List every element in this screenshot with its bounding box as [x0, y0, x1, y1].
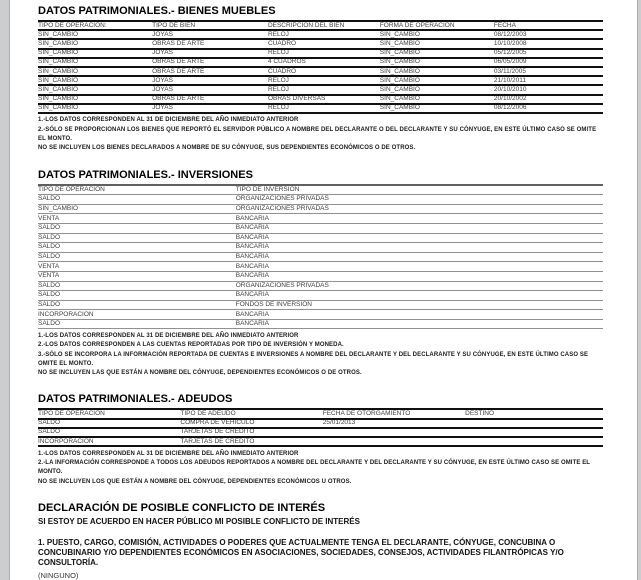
- table-cell: BANCARIA: [235, 272, 269, 280]
- table-cell: SALDO: [38, 428, 61, 436]
- table-cell: 08/12/2006: [493, 104, 527, 112]
- table-row: [38, 420, 603, 429]
- table-cell: SIN_CAMBIO: [379, 95, 420, 103]
- table-row: [38, 272, 603, 282]
- document-page: [10, 0, 637, 580]
- table-cell: SALDO: [38, 233, 61, 241]
- footnote: 1.-LOS DATOS CORRESPONDEN AL 31 DE DICIEMBRE DEL AÑO INMEDIATO ANTERIOR: [38, 117, 299, 124]
- table-row: [38, 253, 603, 263]
- table-cell: SALDO: [38, 224, 61, 232]
- table-cell: SIN_CAMBIO: [38, 49, 79, 57]
- table-row: [38, 262, 603, 272]
- table-cell: 03/11/2005: [493, 67, 526, 75]
- table-cell: RELOJ: [267, 77, 289, 84]
- table-cell: BANCARIA: [235, 253, 269, 261]
- table-cell: SALDO: [38, 320, 61, 328]
- table-cell: INCORPORACION: [38, 438, 94, 445]
- conflicto-title: DECLARACIÓN DE POSIBLE CONFLICTO DE INTERÉS: [38, 501, 326, 514]
- table-cell: VENTA: [38, 272, 60, 280]
- table-row: [38, 77, 603, 86]
- table-cell: BANCARIA: [235, 233, 269, 241]
- table-header-row: [38, 22, 603, 31]
- table-cell: SIN_CAMBIO: [38, 40, 79, 47]
- column-header: TIPO DE BIEN: [152, 22, 196, 29]
- table-cell: JOYAS: [152, 86, 173, 93]
- table-cell: SIN_CAMBIO: [379, 49, 420, 57]
- page-margin-right: [637, 0, 641, 580]
- table-cell: TARJETAS DE CREDITO: [180, 428, 255, 436]
- table-cell: 20/10/2002: [493, 95, 527, 103]
- table-cell: SIN_CAMBIO: [38, 77, 79, 84]
- table-row: [38, 195, 603, 205]
- column-header: FORMA DE OPERACIÓN: [379, 22, 455, 29]
- table-cell: RELOJ: [267, 104, 289, 112]
- table-cell: 08/12/2003: [493, 31, 527, 38]
- column-header: TIPO DE OPERACIÓN: [38, 185, 105, 193]
- section-bienes-muebles: [38, 5, 613, 154]
- table-cell: 25/01/2013: [322, 419, 356, 427]
- column-header: TIPO DE ADEUDO: [180, 410, 236, 418]
- table-cell: CUADRO: [267, 67, 297, 75]
- table-cell: SALDO: [38, 195, 61, 203]
- table-cell: BANCARIA: [235, 320, 269, 328]
- table-row: [38, 291, 603, 301]
- table-cell: OBRAS DE ARTE: [152, 40, 205, 47]
- table-cell: TARJETAS DE CREDITO: [180, 438, 255, 445]
- column-header: TIPO DE INVERSIÓN: [235, 185, 300, 193]
- table-cell: JOYAS: [152, 31, 173, 38]
- table-cell: OBRAS DE ARTE: [152, 95, 205, 103]
- table-cell: ORGANIZACIONES PRIVADAS: [235, 205, 329, 213]
- table-header-row: [38, 410, 603, 419]
- table-cell: SIN_CAMBIO: [38, 86, 79, 93]
- table-cell: SIN_CAMBIO: [379, 86, 420, 93]
- table-row: [38, 68, 603, 77]
- bienes-muebles-footnotes: [38, 116, 604, 153]
- table-cell: SIN_CAMBIO: [379, 40, 420, 47]
- table-cell: SIN_CAMBIO: [38, 104, 79, 112]
- table-row: [38, 50, 603, 59]
- column-header: DESTINO: [465, 410, 495, 418]
- table-cell: SALDO: [38, 419, 61, 427]
- column-header: TIPO DE OPERACIÓN: [38, 410, 105, 418]
- table-cell: SIN_CAMBIO: [38, 67, 79, 75]
- table-cell: 05/12/2005: [493, 49, 527, 57]
- table-cell: 21/10/2011: [493, 77, 526, 84]
- table-cell: 06/05/2009: [493, 58, 527, 66]
- table-cell: 10/10/2008: [493, 40, 527, 47]
- table-row: [38, 214, 603, 224]
- table-cell: SIN_CAMBIO: [38, 58, 79, 66]
- table-cell: OBRAS DIVERSAS: [267, 95, 326, 103]
- table-cell: SALDO: [38, 281, 61, 289]
- table-cell: INCORPORACION: [38, 310, 94, 318]
- column-header: FECHA: [493, 22, 516, 29]
- footnote: 2.-LOS DATOS CORRESPONDEN A LAS CUENTAS REPORTADAS POR TIPO DE INVERSIÓN Y MONEDA.: [38, 342, 344, 349]
- table-cell: SIN_CAMBIO: [379, 31, 420, 38]
- table-cell: 4 CUADROS: [267, 58, 306, 66]
- table-cell: BANCARIA: [235, 291, 269, 299]
- table-row: [38, 243, 603, 253]
- table-cell: BANCARIA: [235, 214, 269, 222]
- bienes-muebles-table: [38, 20, 603, 114]
- table-cell: VENTA: [38, 214, 60, 222]
- table-cell: SIN_CAMBIO: [379, 104, 420, 112]
- table-cell: SIN_CAMBIO: [379, 58, 420, 66]
- table-cell: 20/10/2010: [493, 86, 527, 93]
- table-row: [38, 59, 603, 68]
- adeudos-table: [38, 408, 603, 447]
- inversiones-footnotes: [38, 332, 604, 378]
- table-cell: BANCARIA: [235, 310, 269, 318]
- conflicto-item-1-value: (NINGUNO): [38, 570, 79, 580]
- footnote: NO SE INCLUYEN LAS QUE ESTÁN A NOMBRE DEL CÓNYUGE, DEPENDIENTES ECONÓMICOS O DE OTROS.: [38, 370, 362, 377]
- conflicto-subtitle: SI ESTOY DE ACUERDO EN HACER PÚBLICO MI POSIBLE CONFLICTO DE INTERÉS: [38, 516, 360, 526]
- inversiones-title: DATOS PATRIMONIALES.- INVERSIONES: [38, 168, 253, 181]
- table-row: [38, 310, 603, 320]
- table-cell: OBRAS DE ARTE: [152, 67, 205, 75]
- table-cell: SIN_CAMBIO: [38, 31, 79, 38]
- table-cell: RELOJ: [267, 49, 289, 57]
- table-cell: SIN_CAMBIO: [379, 77, 420, 84]
- footnote: 1.-LOS DATOS CORRESPONDEN AL 31 DE DICIEMBRE DEL AÑO INMEDIATO ANTERIOR: [38, 450, 299, 457]
- bienes-muebles-title: DATOS PATRIMONIALES.- BIENES MUEBLES: [38, 5, 276, 17]
- table-cell: ORGANIZACIONES PRIVADAS: [235, 281, 329, 289]
- footnote: NO SE INCLUYEN LOS BIENES DECLARADOS A NOMBRE DE SU CÓNYUGE, SUS DEPENDIENTES ECONÓMICOS O DE OTROS.: [38, 145, 416, 152]
- footnote: 3.-SÓLO SE INCORPORA LA INFORMACIÓN REPORTADA DE CUENTAS E INVERSIONES A NOMBRE DEL DECLARANTE Y DEL DECLARANTE Y SU CÓNYUGE, EN ESTE ÚLTIMO CASO SE OMITE EL MONTO.: [38, 351, 589, 367]
- section-conflicto-interes: [38, 502, 613, 580]
- conflicto-item-1: 1. PUESTO, CARGO, COMISIÓN, ACTIVIDADES O PODERES QUE ACTUALMENTE TENGA EL DECLARANTE, CÓNYUGE, CONCUBINA O CONCUBINARIO Y/O DEPENDIENTES ECONÓMICOS EN ASOCIACIONES, SOCIEDADES, CONSEJOS, ACTIVIDADES FILANTRÓPICAS Y/O CONSULTORÍA.: [38, 537, 564, 567]
- table-row: [38, 96, 603, 105]
- table-cell: SALDO: [38, 243, 61, 251]
- table-row: [38, 86, 603, 95]
- table-row: [38, 31, 603, 40]
- table-row: [38, 205, 603, 215]
- column-header: FECHA DE OTORGAMIENTO: [322, 410, 411, 418]
- footnote: 1.-LOS DATOS CORRESPONDEN AL 31 DE DICIEMBRE DEL AÑO INMEDIATO ANTERIOR: [38, 332, 299, 339]
- table-cell: BANCARIA: [235, 262, 269, 270]
- table-cell: JOYAS: [152, 77, 173, 84]
- table-cell: RELOJ: [267, 86, 289, 93]
- page-margin-left: [0, 0, 10, 580]
- table-cell: SIN_CAMBIO: [379, 67, 420, 75]
- footnote: NO SE INCLUYEN LOS QUE ESTÁN A NOMBRE DEL CÓNYUGE, DEPENDIENTES ECONÓMICOS U OTROS.: [38, 478, 352, 485]
- table-cell: SALDO: [38, 291, 61, 299]
- table-row: [38, 234, 603, 244]
- table-row: [38, 105, 603, 114]
- table-cell: CUADRO: [267, 40, 297, 47]
- table-row: [38, 429, 603, 438]
- adeudos-title: DATOS PATRIMONIALES.- ADEUDOS: [38, 393, 233, 406]
- table-row: [38, 40, 603, 49]
- table-cell: COMPRA DE VEHICULO: [180, 419, 255, 427]
- table-cell: BANCARIA: [235, 224, 269, 232]
- table-cell: ORGANIZACIONES PRIVADAS: [235, 195, 329, 203]
- table-row: [38, 282, 603, 292]
- adeudos-footnotes: [38, 450, 604, 487]
- column-header: TIPO DE OPERACIÓN:: [38, 22, 107, 29]
- table-cell: JOYAS: [152, 49, 173, 57]
- table-cell: JOYAS: [152, 104, 173, 112]
- table-row: [38, 438, 603, 447]
- table-cell: FONDOS DE INVERSION: [235, 300, 312, 308]
- table-cell: SIN_CAMBIO: [38, 95, 79, 103]
- footnote: 2.-SÓLO SE PROPORCIONAN LOS BIENES QUE REPORTÓ EL SERVIDOR PÚBLICO A NOMBRE DEL DECLARANTE O DEL DECLARANTE Y SU CÓNYUGE, EN ESTE ÚLTIMO CASO SE OMITE EL MONTO.: [38, 126, 597, 142]
- table-row: [38, 224, 603, 234]
- table-row: [38, 301, 603, 311]
- table-cell: BANCARIA: [235, 243, 269, 251]
- inversiones-table: [38, 184, 603, 330]
- table-row: [38, 320, 603, 330]
- footnote: 2.-LA INFORMACIÓN CORRESPONDE A TODOS LOS ADEUDOS REPORTADOS A NOMBRE DEL DECLARANTE Y DEL DECLARANTE Y SU CÓNYUGE, EN ESTE ÚLTIMO CASO SE OMITE EL MONTO.: [38, 460, 590, 476]
- table-cell: VENTA: [38, 262, 60, 270]
- table-header-row: [38, 186, 603, 196]
- table-cell: SALDO: [38, 253, 61, 261]
- section-adeudos: [38, 393, 613, 486]
- table-cell: RELOJ: [267, 31, 289, 38]
- table-cell: OBRAS DE ARTE: [152, 58, 205, 66]
- table-cell: SALDO: [38, 300, 61, 308]
- column-header: DESCRIPCIÓN DEL BIEN: [267, 22, 345, 29]
- table-cell: SIN_CAMBIO: [38, 205, 79, 213]
- section-inversiones: [38, 169, 613, 379]
